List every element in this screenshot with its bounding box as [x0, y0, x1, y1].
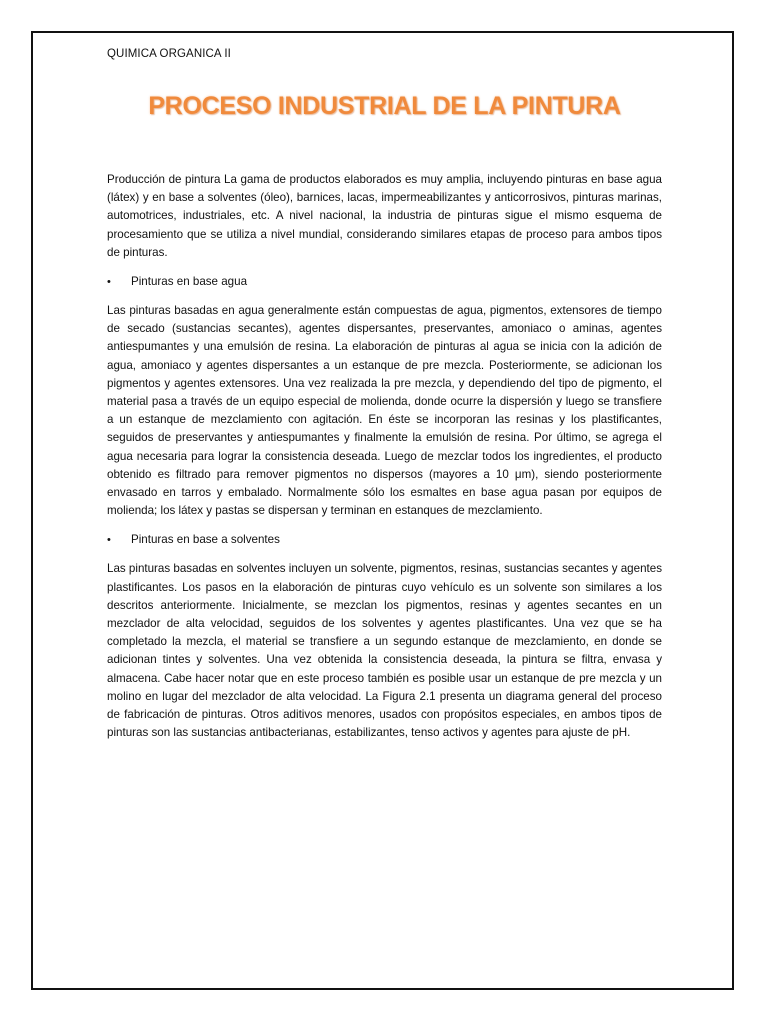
bullet-icon: • — [107, 276, 111, 289]
bullet-icon: • — [107, 534, 111, 547]
section-heading-label: Pinturas en base agua — [131, 275, 248, 289]
course-header: QUIMICA ORGANICA II — [107, 48, 231, 60]
section-heading-solvent — [107, 531, 662, 549]
section-body-solvent: Las pinturas basadas en solventes incluyen un solvente, pigmentos, resinas, sustancias secantes y agentes plastificantes. Los pasos en la elaboración de pinturas cuyo vehículo es un solvente son similares a los descritos anteriormente. Inicialmente, se mezclan los pigmentos, resinas y agentes secantes en un mezclador de alta velocidad, seguidos de los solventes y agentes plastificantes. Una vez que se ha completado la mezcla, el material se transfiere a un segundo estanque de mezclamiento, en donde se adicionan tintes y solventes. Una vez obtenida la consistencia deseada, la pintura se filtra, envasa y almacena. Cabe hacer notar que en este proceso también es posible usar un estanque de pre mezcla y un molino en lugar del mezclador de alta velocidad. La Figura 2.1 presenta un diagrama general del proceso de fabricación de pinturas. Otros aditivos menores, usados con propósitos especiales, en ambos tipos de pinturas son las sustancias antibacterianas, estabilizantes, tenso activos y agentes para ajuste de pH. — [107, 562, 662, 740]
section-heading-water — [107, 273, 662, 291]
section-body-water: Las pinturas basadas en agua generalmente están compuestas de agua, pigmentos, extensores de tiempo de secado (sustancias secantes), agentes dispersantes, preservantes, amoniaco o aminas, agentes antiespumantes y una emulsión de resina. La elaboración de pinturas al agua se inicia con la adición de agua, amoniaco y agentes dispersantes a un estanque de pre mezcla. Posteriormente, se adicionan los pigmentos y agentes extensores. Una vez realizada la pre mezcla, y dependiendo del tipo de pigmento, el material pasa a través de un equipo especial de molienda, donde ocurre la dispersión y luego se transfiere a un estanque de mezclamiento con agitación. En éste se incorporan las resinas y los plastificantes, seguidos de preservantes y antiespumantes y finalmente la emulsión de resina. Por último, se agrega el agua necesaria para lograr la consistencia deseada. Luego de mezclar todos los ingredientes, el producto obtenido es filtrado para remover pigmentos no dispersos (mayores a 10 μm), siendo posteriormente envasado en tarros y embalado. Normalmente sólo los esmaltes en base agua pasan por equipos de molienda; los látex y pastas se dispersan y terminan en estanques de mezclamiento. — [107, 304, 662, 518]
section-heading-label: Pinturas en base a solventes — [131, 533, 280, 547]
document-title: PROCESO INDUSTRIAL DE LA PINTURA — [148, 92, 621, 120]
intro-paragraph: Producción de pintura La gama de productos elaborados es muy amplia, incluyendo pinturas en base agua (látex) y en base a solventes (óleo), barnices, lacas, impermeabilizantes y anticorrosivos, pinturas marinas, automotrices, industriales, etc. A nivel nacional, la industria de pinturas sigue el mismo esquema de procesamiento que se utiliza a nivel mundial, considerando similares etapas de proceso para ambos tipos de pinturas. — [107, 173, 662, 259]
document-body — [107, 171, 662, 742]
